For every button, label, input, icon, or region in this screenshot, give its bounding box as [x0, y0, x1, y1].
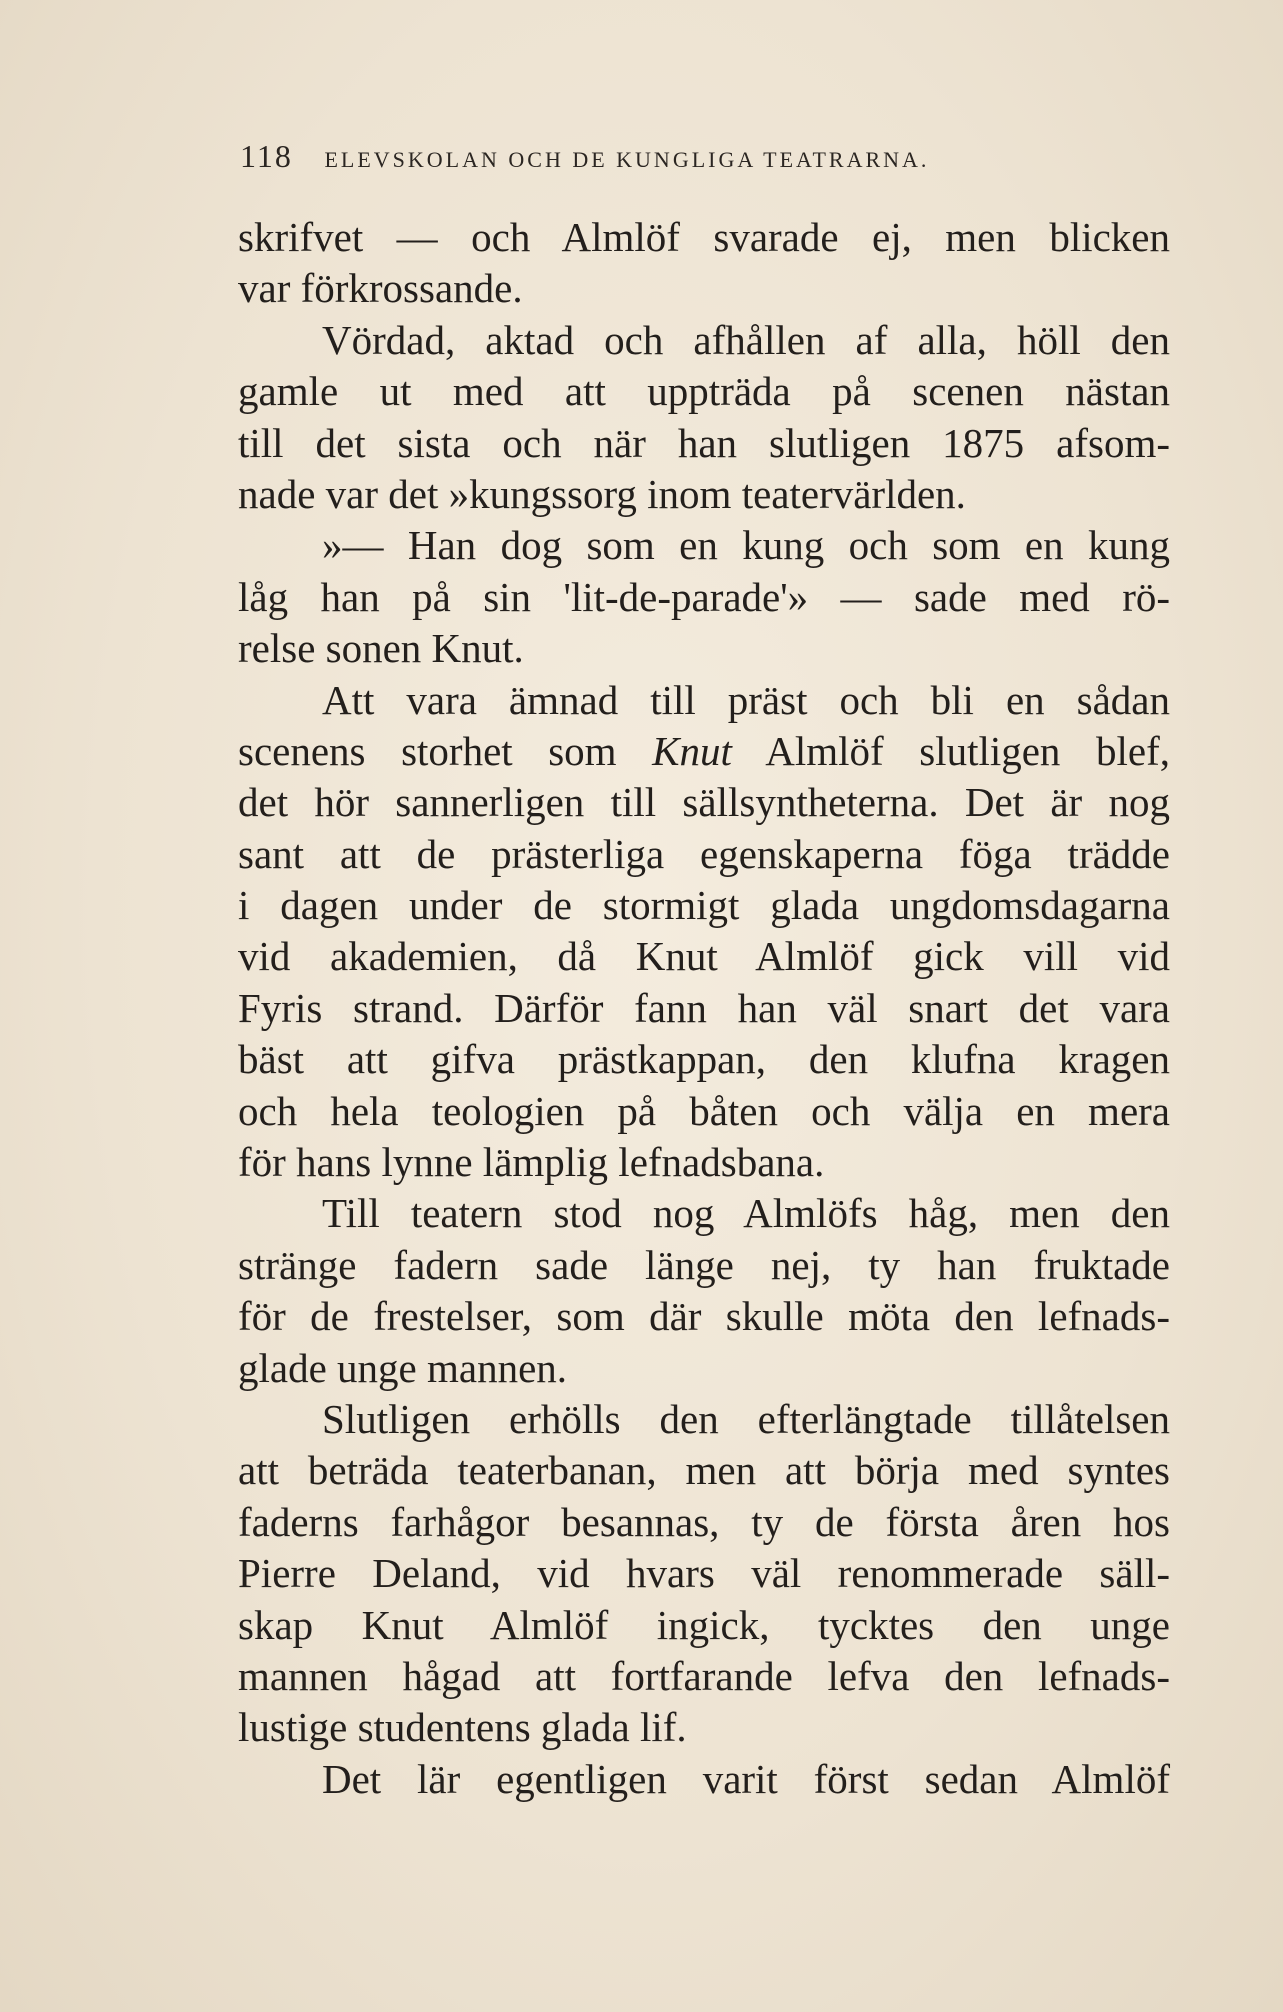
text-fragment: Almlöf slutligen blef,	[765, 727, 1170, 774]
text-line: låg han på sin 'lit-de-parade'» — sade med rö-	[238, 573, 1170, 620]
text-line: var förkrossande.	[238, 265, 523, 312]
text-line: glade unge mannen.	[238, 1344, 568, 1391]
text-line: Vördad, aktad och afhållen af alla, höll den	[322, 316, 1170, 363]
text-line-mixed	[238, 726, 1170, 777]
text-line: för de frestelser, som där skulle möta den lefnads-	[238, 1293, 1170, 1340]
text-line: vid akademien, då Knut Almlöf gick vill vid	[238, 933, 1170, 980]
text-line: skap Knut Almlöf ingick, tycktes den unge	[238, 1601, 1170, 1648]
text-line: i dagen under de stormigt glada ungdomsdagarna	[238, 882, 1170, 929]
text-line: bäst att gifva prästkappan, den klufna kragen	[238, 1036, 1170, 1083]
text-line: skrifvet — och Almlöf svarade ej, men blicken	[238, 214, 1170, 260]
body-text	[238, 212, 1170, 1805]
text-fragment: scenens storhet som	[238, 727, 617, 774]
text-line: relse sonen Knut.	[238, 625, 524, 672]
text-line: Pierre Deland, vid hvars väl renommerade säll-	[238, 1550, 1170, 1597]
text-line: faderns farhågor besannas, ty de första åren hos	[238, 1498, 1170, 1545]
text-line: det hör sannerligen till sällsyntheterna. Det är nog	[238, 779, 1170, 826]
text-line: mannen hågad att fortfarande lefva den lefnads-	[238, 1652, 1170, 1699]
page-header	[240, 138, 1080, 175]
text-line: nade var det »kungssorg inom teatervärlden.	[238, 470, 966, 517]
text-line: sant att de prästerliga egenskaperna föga trädde	[238, 830, 1170, 877]
text-line: Slutligen erhölls den efterlängtade tillåtelsen	[322, 1395, 1170, 1442]
running-title: ELEVSKOLAN OCH DE KUNGLIGA TEATRARNA.	[324, 147, 930, 172]
text-line: Fyris strand. Därför fann han väl snart det vara	[238, 984, 1170, 1031]
text-line: Att vara ämnad till präst och bli en sådan	[322, 676, 1170, 723]
text-line: stränge fadern sade länge nej, ty han fruktade	[238, 1241, 1170, 1288]
text-line: Till teatern stod nog Almlöfs håg, men den	[322, 1190, 1170, 1237]
text-line: för hans lynne lämplig lefnadsbana.	[238, 1139, 825, 1186]
text-line: till det sista och när han slutligen 1875 afsom-	[238, 419, 1170, 466]
italic-name: Knut	[652, 727, 732, 774]
text-line: Det lär egentligen varit först sedan Almlöf	[322, 1755, 1170, 1802]
text-line: »— Han dog som en kung och som en kung	[322, 522, 1170, 569]
text-line: gamle ut med att uppträda på scenen nästan	[238, 368, 1170, 415]
page-number: 118	[240, 138, 293, 174]
text-line: och hela teologien på båten och välja en mera	[238, 1087, 1170, 1134]
text-line: att beträda teaterbanan, men att börja med syntes	[238, 1447, 1170, 1494]
text-line: lustige studentens glada lif.	[238, 1704, 687, 1751]
